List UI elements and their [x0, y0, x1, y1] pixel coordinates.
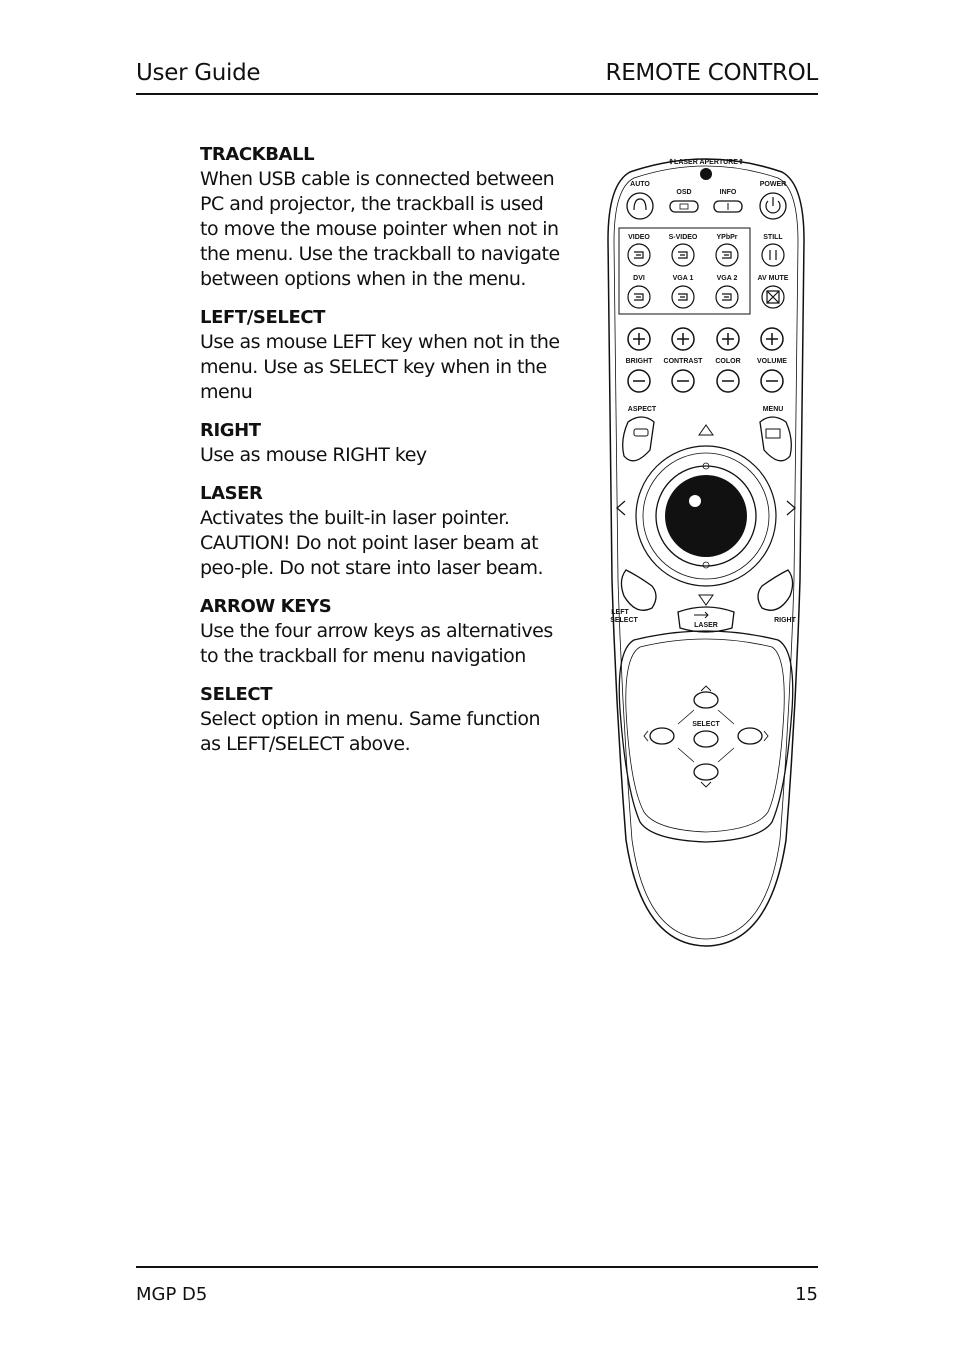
section-body: Use as mouse RIGHT key	[200, 444, 427, 466]
contrast-label: CONTRAST	[663, 358, 703, 365]
header-title: User Guide	[136, 60, 261, 86]
arrow-right-icon	[787, 501, 795, 515]
still-button	[762, 244, 784, 266]
arrow-up-icon	[699, 425, 713, 435]
left-select-label: SELECT	[610, 617, 638, 624]
osd-label: OSD	[676, 189, 692, 196]
select-center-label: SELECT	[692, 721, 720, 728]
aspect-label: ASPECT	[627, 406, 657, 413]
right-label: RIGHT	[774, 617, 796, 624]
section-title: TRACKBALL	[200, 144, 315, 165]
page-number: 15	[795, 1284, 818, 1305]
aspect-button	[623, 417, 654, 461]
ypbpr-label: YPbPr	[716, 234, 738, 241]
input-icon	[678, 294, 687, 300]
laser-label: LASER	[694, 622, 718, 629]
section-arrow-keys	[200, 594, 562, 669]
section-title: RIGHT	[200, 420, 261, 441]
section-body: Select option in menu. Same function as LEFT/SELECT above.	[200, 708, 541, 755]
section-title: ARROW KEYS	[200, 596, 332, 617]
vga2-label: VGA 2	[716, 275, 738, 282]
content-column	[200, 142, 562, 770]
right-button	[758, 570, 793, 610]
section-body: Use as mouse LEFT key when not in the menu. Use as SELECT key when in the menu	[200, 331, 560, 403]
section-title: LASER	[200, 483, 263, 504]
section-select	[200, 682, 562, 757]
left-label: LEFT	[611, 609, 629, 616]
section-body: Use the four arrow keys as alternatives to the trackball for menu navigation	[200, 620, 553, 667]
header-section: REMOTE CONTROL	[605, 60, 818, 86]
menu-icon	[766, 429, 780, 438]
volume-label: VOLUME	[757, 358, 787, 365]
laser-aperture-label: ⇑LASER APERTURE⇑	[668, 159, 744, 166]
av-mute-label: AV MUTE	[757, 275, 789, 282]
dpad-up-button	[694, 692, 718, 708]
video-label: VIDEO	[628, 234, 650, 241]
pause-icon	[770, 250, 776, 260]
dvi-label: DVI	[633, 275, 645, 282]
mute-icon	[767, 291, 779, 303]
auto-label: AUTO	[630, 181, 650, 188]
dpad-down-icon	[701, 782, 711, 787]
menu-label: MENU	[762, 406, 784, 413]
aspect-icon	[634, 429, 648, 436]
footer-model: MGP D5	[136, 1284, 208, 1305]
laser-aperture-dot	[700, 168, 712, 180]
section-body: Activates the built-in laser pointer. CAUTION! Do not point laser beam at peo-ple. Do not stare into laser beam.	[200, 507, 543, 579]
info-label: INFO	[719, 189, 737, 196]
input-icon	[634, 294, 643, 300]
section-trackball	[200, 142, 562, 292]
osd-icon	[680, 204, 688, 209]
laser-icon	[694, 612, 708, 618]
input-icon	[678, 252, 687, 258]
bright-label: BRIGHT	[625, 358, 653, 365]
dpad-left-icon	[644, 731, 648, 741]
still-label: STILL	[763, 234, 783, 241]
section-laser	[200, 481, 562, 581]
arrow-down-icon	[699, 595, 713, 605]
dpad-select-button	[694, 731, 718, 747]
dpad-right-icon	[764, 731, 768, 741]
trackball	[665, 475, 747, 557]
trackball-highlight	[689, 495, 701, 507]
input-icon	[722, 252, 731, 258]
left-select-button	[621, 570, 656, 610]
lower-panel	[619, 631, 792, 842]
section-title: LEFT/SELECT	[200, 307, 326, 328]
auto-icon	[634, 199, 646, 210]
dpad-down-button	[694, 764, 718, 780]
dpad-left-button	[650, 728, 674, 744]
svideo-label: S-VIDEO	[668, 234, 698, 241]
header-rule	[136, 93, 818, 95]
section-body: When USB cable is connected between PC and projector, the trackball is used to move the mouse pointer when not in the menu. Use the trackball to navigate between options when in the menu.	[200, 168, 560, 290]
osd-button	[670, 201, 698, 212]
dpad-right-button	[738, 728, 762, 744]
section-right	[200, 418, 562, 468]
menu-button	[760, 417, 791, 461]
section-title: SELECT	[200, 684, 273, 705]
power-label: POWER	[759, 181, 787, 188]
footer-rule	[136, 1266, 818, 1268]
section-left-select	[200, 305, 562, 405]
vga1-label: VGA 1	[672, 275, 694, 282]
input-icon	[722, 294, 731, 300]
remote-control-illustration	[590, 150, 830, 950]
auto-button	[627, 193, 653, 219]
arrow-left-icon	[617, 501, 625, 515]
color-label: COLOR	[715, 358, 741, 365]
input-icon	[634, 252, 643, 258]
dpad-up-icon	[701, 686, 711, 691]
